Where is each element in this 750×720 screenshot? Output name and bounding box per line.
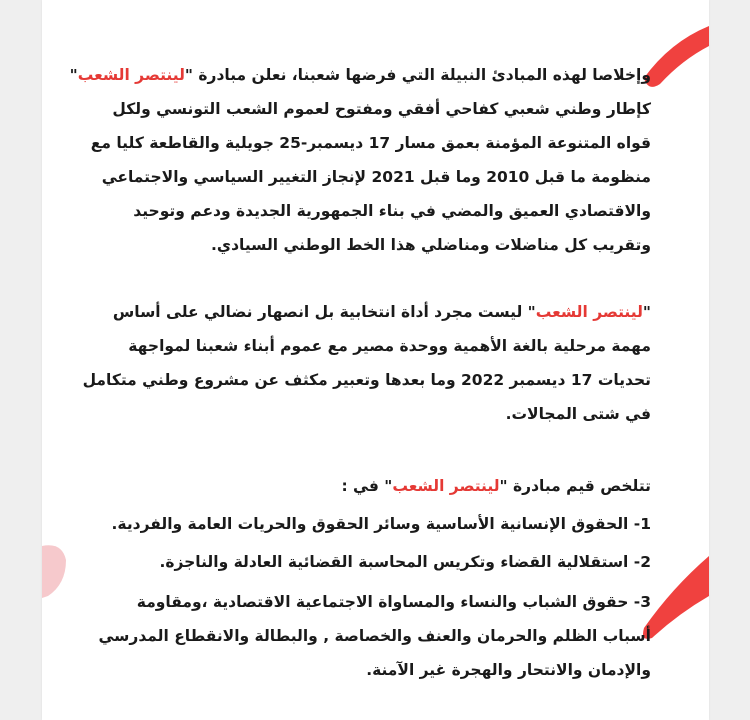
paragraph1-line: وتقريب كل مناضلات ومناضلي هذا الخط الوطني السيادي. [210, 236, 651, 254]
value-item-1: 1- الحقوق الإنسانية الأساسية وسائر الحقوق والحريات العامة والفردية. [111, 515, 651, 533]
document-body [42, 58, 709, 687]
values-intro-text: تتلخص قيم مبادرة " [499, 477, 651, 495]
paragraph2-line: في شتى المجالات. [505, 405, 651, 423]
paragraph2-line: تحديات 17 ديسمبر 2022 وما بعدها وتعبير مكثف عن مشروع وطني متكامل [82, 371, 651, 389]
initiative-name: لينتصر الشعب [77, 66, 185, 84]
paragraph2-line: مهمة مرحلية بالغة الأهمية ووحدة مصير مع عموم أبناء شعبنا لمواجهة [128, 337, 651, 355]
values-intro [82, 469, 651, 503]
paragraph1-line: والاقتصادي العميق والمضي في بناء الجمهورية الجديدة ودعم وتوحيد [133, 202, 651, 220]
paragraph2-line1-text: " ليست مجرد أداة انتخابية بل انصهار نضالي على أساس [112, 303, 536, 321]
paragraph2-line1-quote: " [642, 303, 651, 321]
paragraph1-line1-quote: " [69, 66, 78, 84]
paragraph2-line1 [82, 295, 651, 329]
values-intro-suffix: " في : [341, 477, 393, 495]
paragraph1-line: كإطار وطني شعبي كفاحي أفقي ومفتوح لعموم الشعب التونسي ولكل [112, 100, 651, 118]
value-item-3-line: والإدمان والانتحار والهجرة غير الآمنة. [366, 661, 651, 679]
paragraph1-line1 [69, 58, 651, 92]
value-item-3-line: 3- حقوق الشباب والنساء والمساواة الاجتماعية الاقتصادية ،ومقاومة [136, 593, 651, 611]
document-page [42, 0, 709, 720]
initiative-name: لينتصر الشعب [535, 303, 643, 321]
paragraph1-line1-text: وإخلاصا لهذه المبادئ النبيلة التي فرضها شعبنا، نعلن مبادرة " [184, 66, 651, 84]
paragraph1-line: قواه المتنوعة المؤمنة بعمق مسار 17 ديسمبر-25 جويلية والقاطعة كليا مع [90, 134, 651, 152]
paragraph1-line: منظومة ما قبل 2010 وما قبل 2021 لإنجاز التغيير السياسي والاجتماعي [101, 168, 651, 186]
value-item-3-line: أسباب الظلم والحرمان والعنف والخصاصة , والبطالة والانقطاع المدرسي [98, 627, 651, 645]
value-item-2: 2- استقلالية القضاء وتكريس المحاسبة القضائية العادلة والناجزة. [159, 553, 651, 571]
initiative-name: لينتصر الشعب [392, 477, 500, 495]
